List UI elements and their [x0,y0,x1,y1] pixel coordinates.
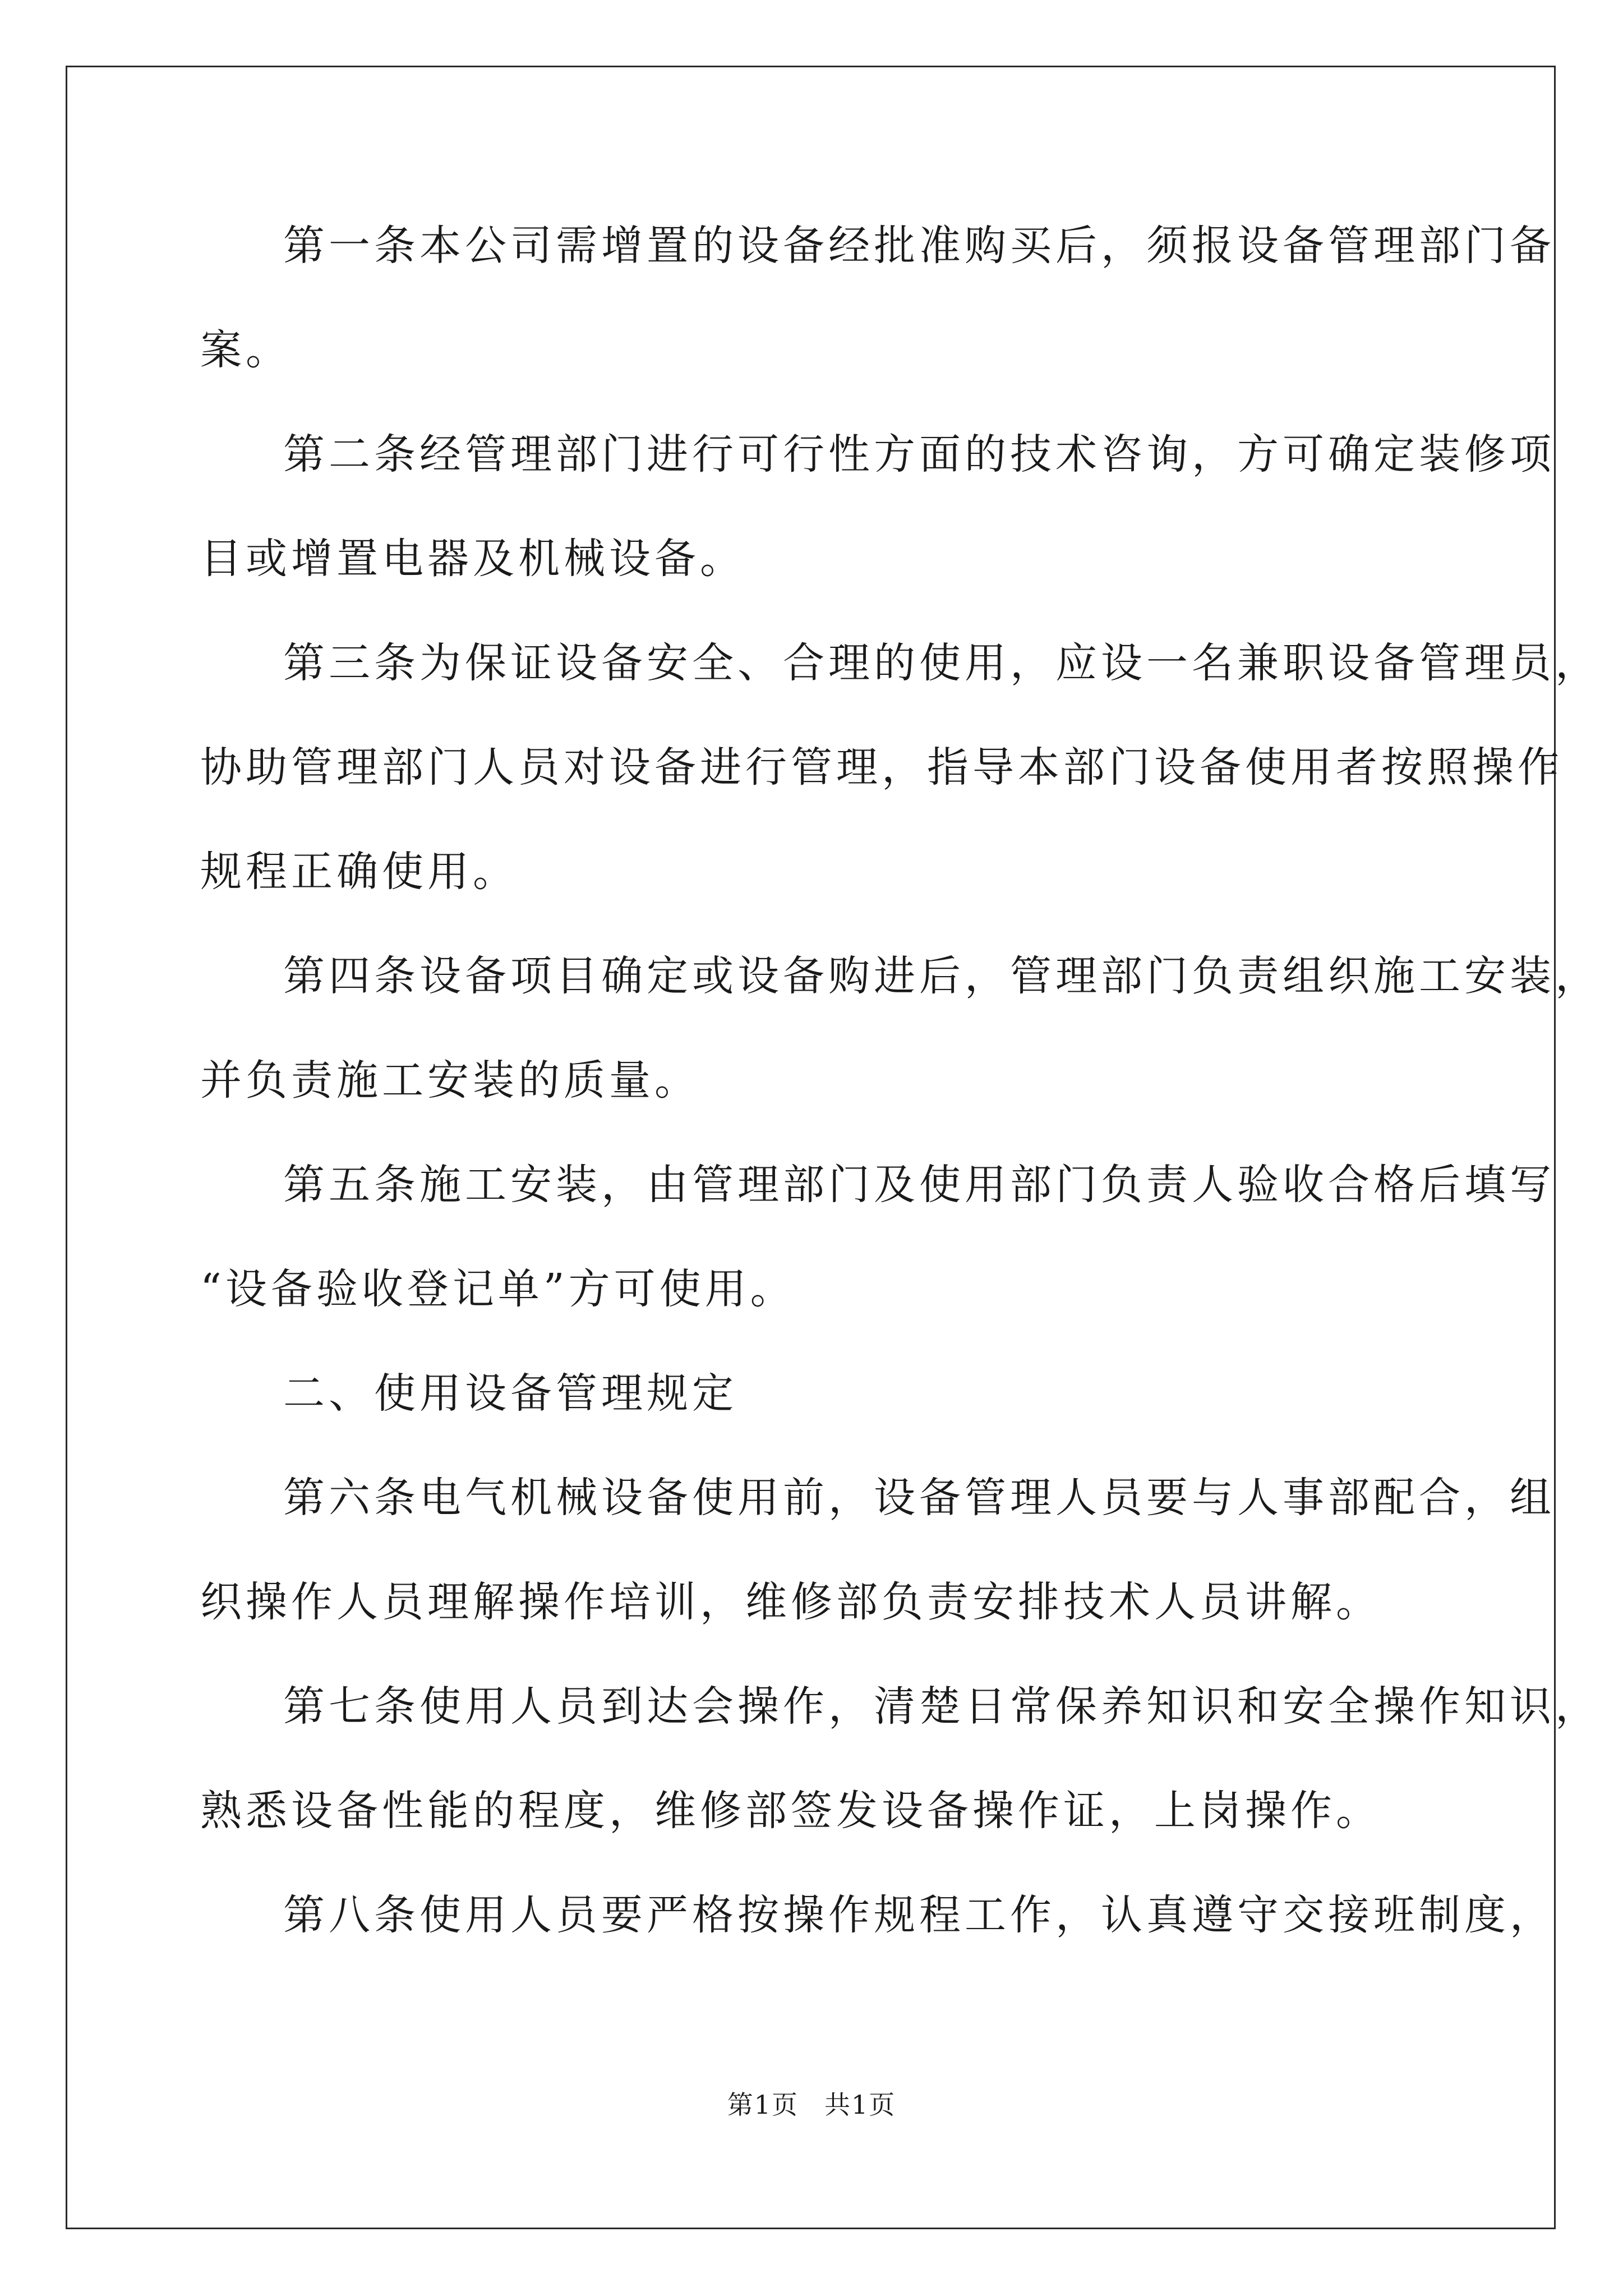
paragraph-line: “设备验收登记单”方可使用。 [200,1265,796,1313]
paragraph-line: 案。 [200,326,291,374]
page-number-current: 第1页 [727,2090,799,2120]
paragraph-line: 熟悉设备性能的程度，维修部签发设备操作证，上岗操作。 [200,1787,1381,1835]
paragraph-line: 第四条设备项目确定或设备购进后，管理部门负责组织施工安装， [283,952,1601,1000]
paragraph-line: 协助管理部门人员对设备进行管理，指导本部门设备使用者按照操作 [200,743,1563,792]
page-number-total: 共1页 [824,2090,896,2120]
paragraph-line: 织操作人员理解操作培训，维修部负责安排技术人员讲解。 [200,1578,1381,1626]
paragraph-line: 第五条施工安装，由管理部门及使用部门负责人验收合格后填写 [283,1161,1555,1209]
paragraph-line: 目或增置电器及机械设备。 [200,535,745,583]
paragraph-line: 并负责施工安装的质量。 [200,1056,700,1105]
document-body [200,194,1601,1967]
paragraph-line: 第一条本公司需增置的设备经批准购买后，须报设备管理部门备 [283,222,1555,270]
paragraph-line: 第三条为保证设备安全、合理的使用，应设一名兼职设备管理员， [283,639,1601,687]
paragraph-line: 第六条电气机械设备使用前，设备管理人员要与人事部配合，组 [283,1474,1555,1522]
paragraph-line: 第七条使用人员到达会操作，清楚日常保养知识和安全操作知识， [283,1682,1601,1731]
paragraph-line: 第八条使用人员要严格按操作规程工作，认真遵守交接班制度， [283,1891,1555,1939]
paragraph-line: 第二条经管理部门进行可行性方面的技术咨询，方可确定装修项 [283,430,1555,478]
paragraph-line: 规程正确使用。 [200,848,518,896]
page-footer [0,2088,1623,2122]
section-heading: 二、使用设备管理规定 [283,1369,737,1418]
